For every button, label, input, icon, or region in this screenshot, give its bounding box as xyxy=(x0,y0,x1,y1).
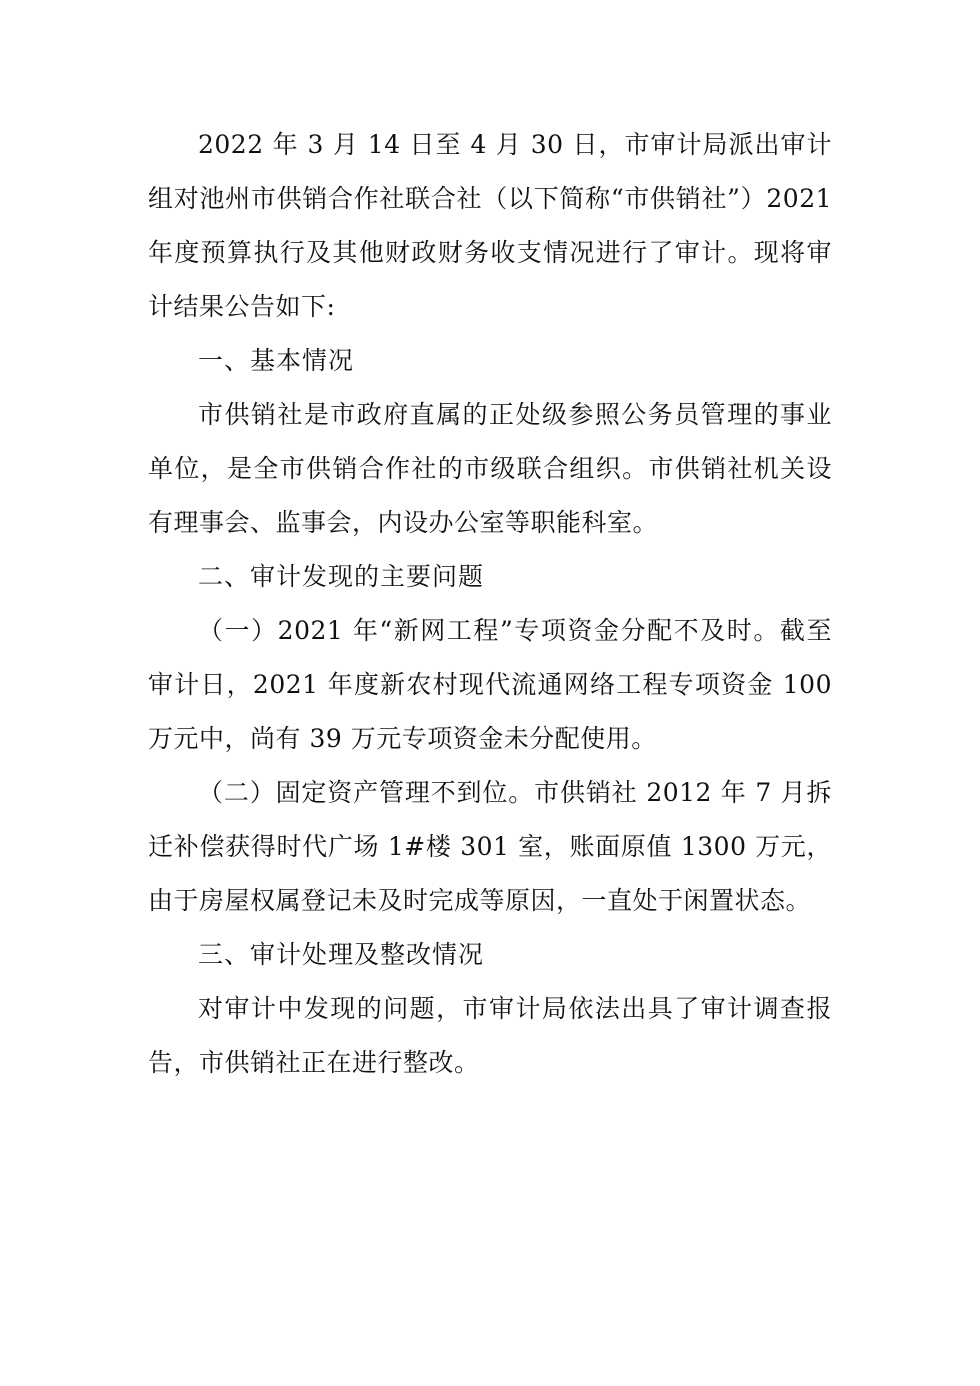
basic-info-paragraph: 市供销社是市政府直属的正处级参照公务员管理的事业单位，是全市供销合作社的市级联合组织。市供销社机关设有理事会、监事会，内设办公室等职能科室。 xyxy=(148,400,832,537)
section-heading-main-issues: 二、审计发现的主要问题 xyxy=(198,562,485,591)
issue-2-paragraph: （二）固定资产管理不到位。市供销社 2012 年 7 月拆迁补偿获得时代广场 1#楼 301 室，账面原值 1300 万元，由于房屋权属登记未及时完成等原因，一直处于闲置状态。 xyxy=(148,778,832,915)
intro-paragraph: 2022 年 3 月 14 日至 4 月 30 日，市审计局派出审计组对池州市供销合作社联合社（以下简称“市供销社”）2021 年度预算执行及其他财政财务收支情况进行了审计。现将审计结果公告如下: xyxy=(148,130,832,321)
document-page xyxy=(148,118,832,1090)
section-heading-rectification: 三、审计处理及整改情况 xyxy=(198,940,485,969)
section-heading-basic-info: 一、基本情况 xyxy=(198,346,355,375)
rectification-paragraph: 对审计中发现的问题，市审计局依法出具了审计调查报告，市供销社正在进行整改。 xyxy=(148,994,832,1077)
issue-1-paragraph: （一）2021 年“新网工程”专项资金分配不及时。截至审计日，2021 年度新农村现代流通网络工程专项资金 100 万元中，尚有 39 万元专项资金未分配使用。 xyxy=(148,616,832,753)
